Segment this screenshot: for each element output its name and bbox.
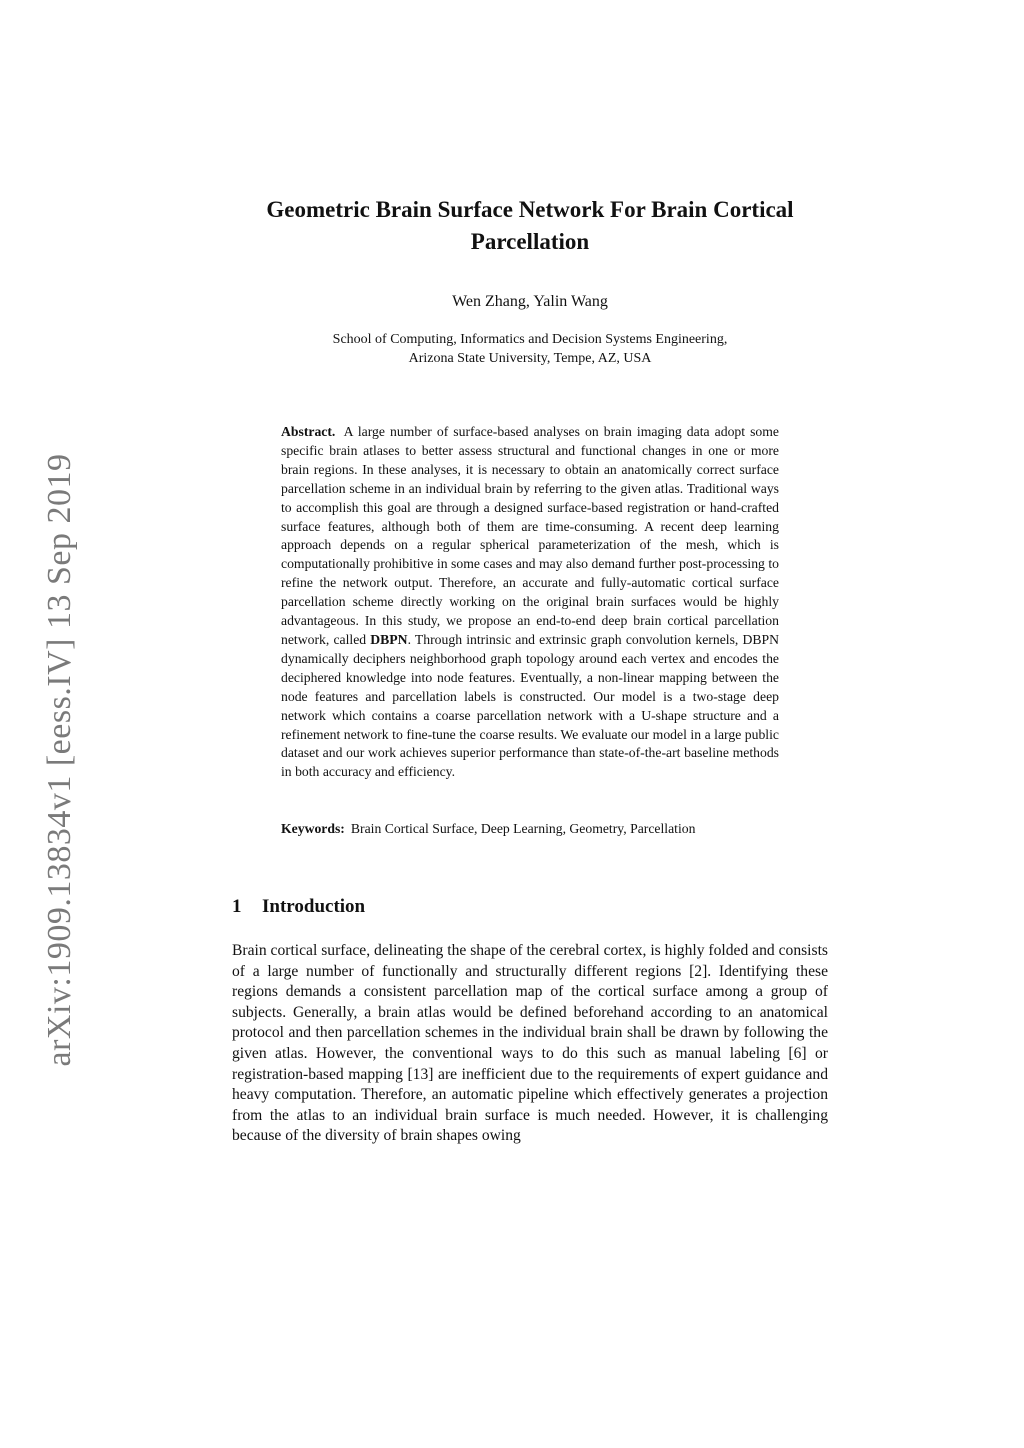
abstract-text-part-2: . Through intrinsic and extrinsic graph convolution kernels, DBPN dynamically deciphers neighborhood graph topology around each vertex and encodes the deciphered knowledge into node features. Eventually, a non-linear mapping between the node features and parcellation labels is constructed. Our model is a two-stage deep network which contains a coarse parcellation network with a U-shape structure and a refinement network to fine-tune the coarse results. We evaluate our model in a large public dataset and our work achieves superior performance than state-of-the-art baseline methods in both accuracy and efficiency. bbox=[281, 631, 780, 780]
introduction-paragraph: Brain cortical surface, delineating the shape of the cerebral cortex, is highly folded and consists of a large number of functionally and structurally different regions [2]. Identifying these regions demands a consistent parcellation map of the cortical surface among a group of subjects. Generally, a brain atlas would be defined beforehand according to an anatomical protocol and then parcellation schemes in the individual brain shall be drawn by following the given atlas. However, the conventional ways to do this such as manual labeling [6] or registration-based mapping [13] are inefficient due to the requirements of expert guidance and heavy computation. Therefore, an automatic pipeline which effectively generates a projection from the atlas to an individual brain surface is much needed. However, it is challenging because of the diversity of brain shapes owing bbox=[232, 942, 828, 1145]
abstract-label: Abstract. bbox=[281, 424, 336, 439]
section-heading-introduction bbox=[232, 895, 365, 919]
keywords-label: Keywords: bbox=[281, 821, 345, 836]
keywords-text: Brain Cortical Surface, Deep Learning, Geometry, Parcellation bbox=[350, 821, 696, 836]
paper-title: Geometric Brain Surface Network For Brain Cortical Parcellation bbox=[266, 197, 794, 254]
affiliation bbox=[232, 330, 828, 368]
affiliation-line-2: Arizona State University, Tempe, AZ, USA bbox=[408, 351, 652, 366]
abstract bbox=[281, 423, 779, 782]
keywords bbox=[281, 819, 779, 838]
section-number: 1 bbox=[232, 896, 242, 917]
affiliation-line-1: School of Computing, Informatics and Decision Systems Engineering, bbox=[332, 332, 728, 347]
section-title: Introduction bbox=[262, 896, 366, 917]
author-list: Wen Zhang, Yalin Wang bbox=[452, 293, 608, 310]
arxiv-identifier-stamp: arXiv:1909.13834v1 [eess.IV] 13 Sep 2019 bbox=[41, 453, 78, 1067]
abstract-text-part-1: A large number of surface-based analyses on brain imaging data adopt some specific brain atlases to better assess structural and functional changes in one or more brain regions. In these analyses, it is necessary to obtain an anatomically correct surface parcellation scheme in an individual brain by referring to the given atlas. Traditional ways to accomplish this goal are through a designed surface-based registration or hand-crafted surface features, although both of them are time-consuming. A recent deep learning approach depends on a regular spherical parameterization of the mesh, which is computationally prohibitive in some cases and may also demand further post-processing to refine the network output. Therefore, an accurate and fully-automatic cortical surface parcellation scheme directly working on the original brain surfaces would be highly advantageous. In this study, we propose an end-to-end deep brain cortical parcellation network, called bbox=[281, 424, 779, 647]
abstract-emphasis-dbpn: DBPN bbox=[370, 631, 408, 647]
